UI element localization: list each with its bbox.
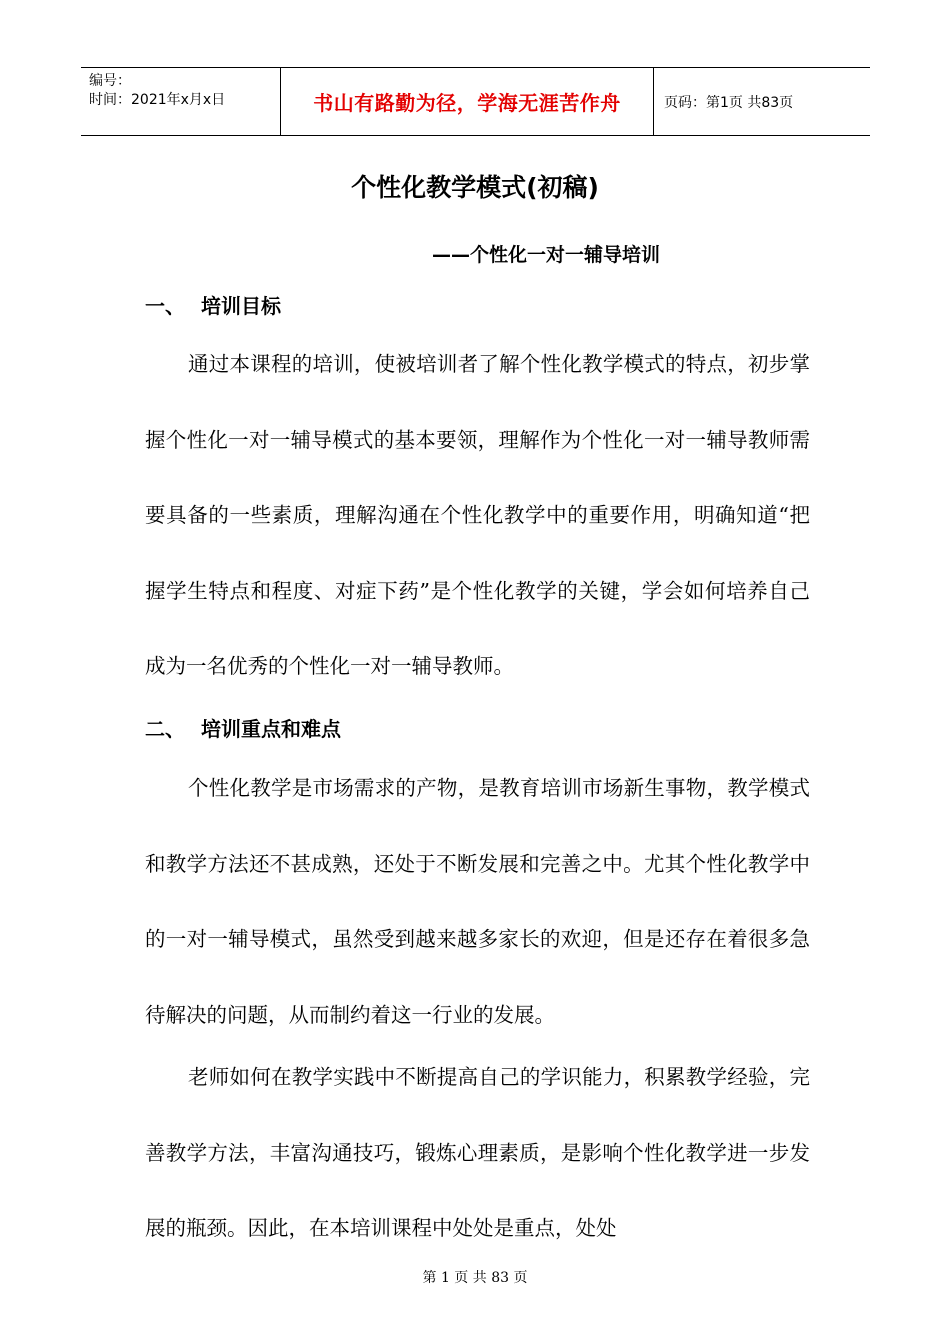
section-number: 一、 — [145, 294, 185, 318]
section-heading-2 — [145, 713, 341, 742]
header-motto: 书山有路勤为径，学海无涯苦作舟 — [313, 91, 621, 115]
paragraph: 个性化教学是市场需求的产物，是教育培训市场新生事物，教学模式和教学方法还不甚成熟，还处于不断发展和完善之中。尤其个性化教学中的一对一辅导模式，虽然受到越来越多家长的欢迎，但是还存在着很多急待解决的问题，从而制约着这一行业的发展。 — [145, 776, 810, 1027]
header-page-info: 页码：第1页 共83页 — [664, 94, 794, 111]
document-title: 个性化教学模式(初稿) — [351, 173, 599, 202]
document-subtitle: ——个性化一对一辅导培训 — [432, 244, 661, 266]
paragraph: 老师如何在教学实践中不断提高自己的学识能力，积累教学经验，完善教学方法，丰富沟通技巧，锻炼心理素质，是影响个性化教学进一步发展的瓶颈。因此，在本培训课程中处处是重点，处处 — [145, 1065, 810, 1241]
header-page-cell — [654, 68, 870, 135]
header-motto-cell — [281, 68, 654, 135]
document-date: 时间：2021年x月x日 — [89, 92, 226, 108]
section-number: 二、 — [145, 717, 185, 741]
section-title: 培训重点和难点 — [201, 717, 341, 741]
header-meta-cell — [81, 68, 281, 135]
section-title: 培训目标 — [201, 294, 281, 318]
page-header — [81, 67, 870, 136]
document-number: 编号： — [89, 73, 131, 89]
section-heading-1 — [145, 290, 281, 319]
paragraph: 通过本课程的培训，使被培训者了解个性化教学模式的特点，初步掌握个性化一对一辅导模式的基本要领，理解作为个性化一对一辅导教师需要具备的一些素质，理解沟通在个性化教学中的重要作用，明确知道“把握学生特点和程度、对症下药”是个性化教学的关键，学会如何培养自己成为一名优秀的个性化一对一辅导教师。 — [145, 352, 810, 679]
page-footer: 第 1 页 共 83 页 — [422, 1270, 528, 1286]
